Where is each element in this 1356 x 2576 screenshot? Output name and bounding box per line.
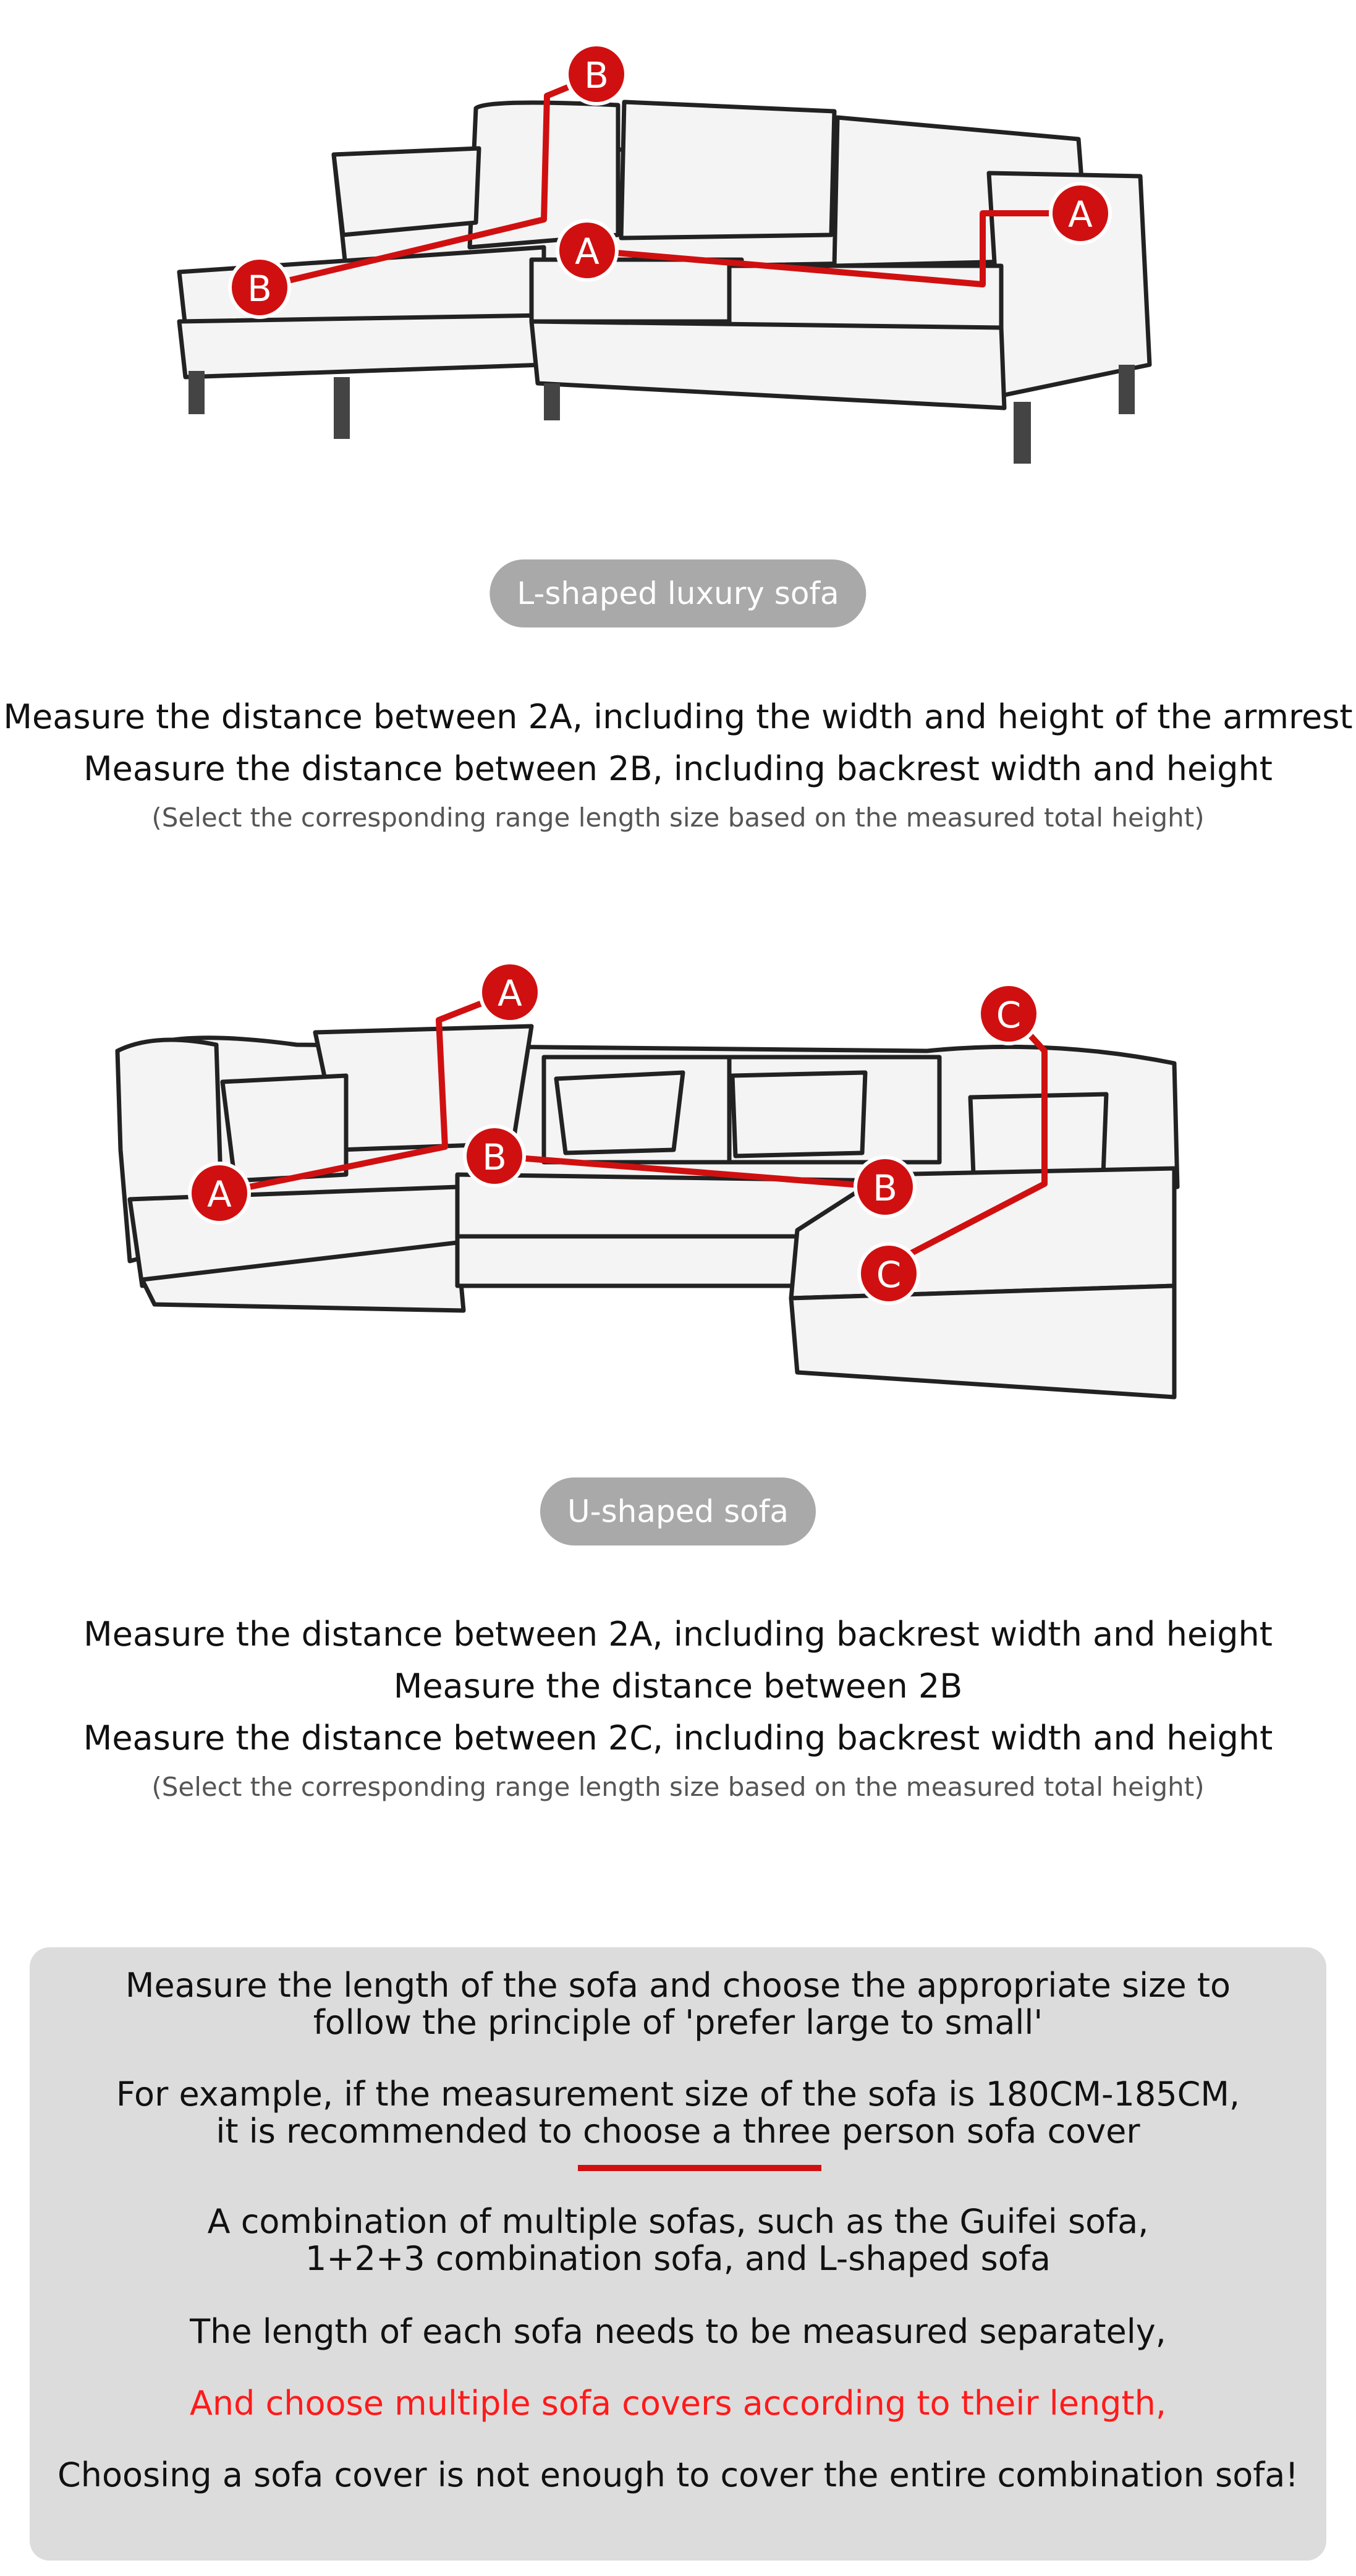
advice-p4: The length of each sofa needs to be measured separately, — [190, 2312, 1166, 2351]
advice-p1-line2: follow the principle of 'prefer large to small' — [313, 2003, 1043, 2042]
l-sofa-instruction-2: Measure the distance between 2B, including backrest width and height — [83, 749, 1273, 788]
marker-a-center-label: A — [575, 231, 600, 273]
u-sofa-note: (Select the corresponding range length size based on the measured total height) — [151, 1772, 1205, 1802]
marker-c-top-label: C — [996, 994, 1022, 1036]
l-sofa-note: (Select the corresponding range length size based on the measured total height) — [151, 802, 1205, 833]
u-sofa-instruction-1: Measure the distance between 2A, including backrest width and height — [83, 1615, 1273, 1654]
red-divider — [578, 2165, 821, 2171]
sizing-advice-box — [30, 1947, 1326, 2561]
advice-p3-line2: 1+2+3 combination sofa, and L-shaped sofa — [305, 2239, 1051, 2278]
l-sofa-instruction-1: Measure the distance between 2A, including the width and height of the armrest — [3, 697, 1353, 736]
advice-p2-line2: it is recommended to choose a three person sofa cover — [216, 2112, 1140, 2151]
marker-a-left-label: A — [207, 1173, 232, 1215]
advice-p3-line1: A combination of multiple sofas, such as the Guifei sofa, — [207, 2202, 1149, 2241]
u-shaped-sofa-illustration — [0, 940, 1356, 1422]
u-shaped-sofa-pill: U-shaped sofa — [540, 1477, 816, 1545]
marker-b-left-label: B — [482, 1136, 507, 1178]
marker-a-top-label: A — [498, 972, 522, 1014]
u-sofa-instruction-3: Measure the distance between 2C, including backrest width and height — [83, 1719, 1273, 1758]
advice-p1-line1: Measure the length of the sofa and choose the appropriate size to — [125, 1966, 1231, 2005]
marker-b-left-label: B — [247, 268, 272, 310]
marker-a-right-label: A — [1068, 193, 1093, 236]
advice-p2-line1: For example, if the measurement size of the sofa is 180CM-185CM, — [116, 2075, 1240, 2114]
u-sofa-instruction-2: Measure the distance between 2B — [393, 1667, 963, 1706]
l-shaped-sofa-illustration — [0, 0, 1356, 507]
l-shaped-sofa-pill: L-shaped luxury sofa — [489, 559, 866, 627]
marker-b-top-label: B — [584, 54, 609, 96]
advice-p6: Choosing a sofa cover is not enough to cover the entire combination sofa! — [57, 2455, 1299, 2494]
advice-p5-highlight: And choose multiple sofa covers according to their length, — [189, 2384, 1166, 2423]
marker-c-bottom-label: C — [876, 1254, 902, 1296]
marker-b-right-label: B — [873, 1167, 897, 1209]
